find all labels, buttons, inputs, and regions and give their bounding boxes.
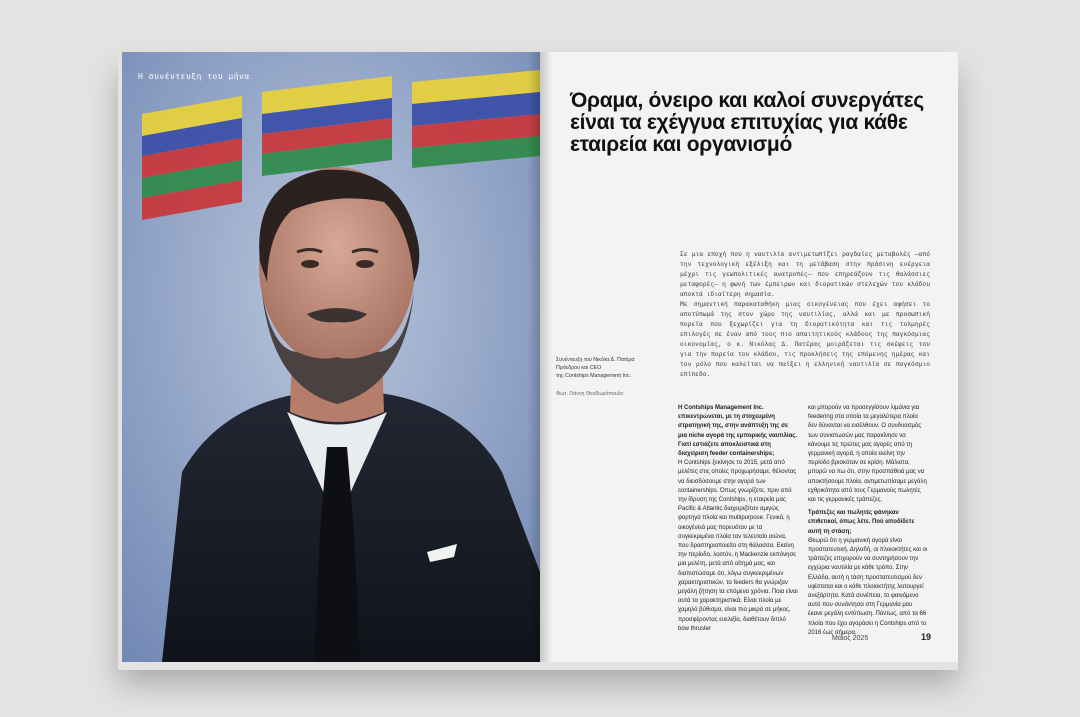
portrait-illustration bbox=[122, 52, 540, 662]
intro-paragraph: Σε μια εποχή που η ναυτιλία αντιμετωπίζει ραγδαίες μεταβολές –από την τεχνολογική εξέλιξη και τη μετάβαση στην πράσινη ενέργεια μέχρι τις γεωπολιτικές ανατροπές– που επηρεάζουν τις θαλάσσιες μεταφορές– η φωνή των έμπειρων και διορατικών στελεχών του κλάδου αποκτά ιδιαίτερη σημασία. bbox=[680, 251, 930, 298]
interview-answer: και μπορούν να προσεγγίσουν λιμάνια για feedering στα οποία τα μεγαλύτερα πλοία δεν δύνανται να εισέλθουν. Ο συνδυασμός των συνιστωσών μας παρακίνησε να κάνουμε τις πρώτες μας αγορές από τη γερμανική αγορά, η οποία εκείνη την περίοδο βρισκόταν σε κρίση. Μάλιστα, μπορώ να πω ότι, στην προσπάθειά μας να αποκτήσουμε πλοία, αντιμετωπίσαμε μεγάλη εχθρικότητα από τους Γερμανούς πωλητές και τις γερμανικές τράπεζες. bbox=[808, 405, 927, 504]
caption-line: Συνέντευξη του Νικόλα Δ. Πατέρα bbox=[556, 357, 635, 363]
interview-question: Η Contships Management Inc. επικεντρώνεται, με τη στοχευμένη στρατηγική της, στην ανάπτυξη της σε μια niche αγορά της εμπορικής ναυτιλίας. Γιατί εστιάζετε αποκλειστικά στη διαχείριση feeder containerships; bbox=[678, 405, 798, 458]
intro-paragraph: Με σημαντική παρακαταθήκη μιας οικογένειας που έχει αφήσει το αποτύπωμά της στον χώρο της ναυτιλίας, αλλά και με προσωπική πορεία που ξεχωρίζει για τη διορατικότητα και τις τολμηρές επιλογές σε έναν από τους πιο απαιτητικούς κλάδους της παγκόσμιας οικονομίας, ο κ. Νικόλας Δ. Πατέρας μοιράζεται τις σκέψεις του για την πορεία του κλάδου, τις προκλήσεις της επόμενης ημέρας και τον ρόλο που καλείται να παίξει η ελληνική ναυτιλία σε παγκόσμιο επίπεδο. bbox=[680, 301, 930, 378]
section-label: Η συνέντευξη του μήνα bbox=[138, 72, 250, 81]
caption-line: της Contships Management Inc. bbox=[556, 373, 632, 379]
article-column-2 bbox=[808, 404, 928, 638]
footer-month: Μάιος 2025 bbox=[832, 635, 869, 642]
caption-line: Πρόεδρου και CEO bbox=[556, 365, 602, 371]
photo-credit: Φωτ. Γιάννη Θεοδωρόπουλο bbox=[556, 391, 624, 397]
article-column-1 bbox=[678, 404, 798, 634]
interview-question: Τράπεζες και πωλητές φάνηκαν επιθετικοί, όπως λέτε. Πού αποδίδετε αυτή τη στάση; bbox=[808, 510, 915, 535]
article-headline: Όραμα, όνειρο και καλοί συνεργάτες είναι τα εχέγγυα επιτυχίας για κάθε εταιρεία και οργανισμό bbox=[570, 89, 924, 156]
left-page bbox=[122, 52, 540, 662]
page-number: 19 bbox=[921, 632, 932, 642]
interview-answer: Η Contships ξεκίνησε το 2015, μετά από μελέτες στις οποίες προχωρήσαμε, θέλοντας να διεισδύσουμε στην αγορά των containerships. Όπως γνωρίζετε, πριν από την ίδρυση της Contships, η εταιρεία μας Pacific & Atlantic διαχειριζόταν αμιγώς φορτηγά πλοία και multipurpose. Γενικά, η οικογένειά μας πορευόταν με τα συγκεκριμένα πλοία τον τελευταίο αιώνα, που δραστηριοποιείτο στη θάλασσα. Εκείνη την περίοδο, λοιπόν, η Mackenzie εκπόνησε μια μελέτη, μετά από αίτημά μας, και διαπιστώσαμε ότι, λόγω συγκεκριμένων χαρακτηριστικών, τα feeders θα γνώριζαν μεγάλη ζήτηση τα επόμενα χρόνια. Ποια είναι αυτά τα χαρακτηριστικά; Είναι πλοία με χαμηλό βύθισμα, είναι πιο μικρά σε μήκος, προσφέροντας ευελιξία, διαθέτουν διπλό bow thruster bbox=[678, 460, 798, 632]
photo-caption bbox=[556, 356, 668, 398]
article-intro bbox=[680, 250, 930, 380]
cover-photo bbox=[122, 52, 540, 662]
interview-answer: Θεωρώ ότι η γερμανική αγορά είναι προστατευτική. Δηλαδή, οι πλοιοκτήτες και οι τράπεζες επιχειρούν να συντηρήσουν την εγχώρια ναυτιλία με κάθε τρόπο. Στην Ελλάδα, αυτή η τάση προστατευτισμού δεν υφίσταται και ο κάθε πλοιοκτήτης λειτουργεί ανεξάρτητα. Κατά συνέπεια, το φαινόμενο αυτό που συνάντησα στη Γερμανία μου έκανε μεγάλη εντύπωση. Πάντως, από τα 66 πλοία που έχει αγοράσει η Contships από το 2016 έως σήμερα, bbox=[808, 537, 928, 636]
